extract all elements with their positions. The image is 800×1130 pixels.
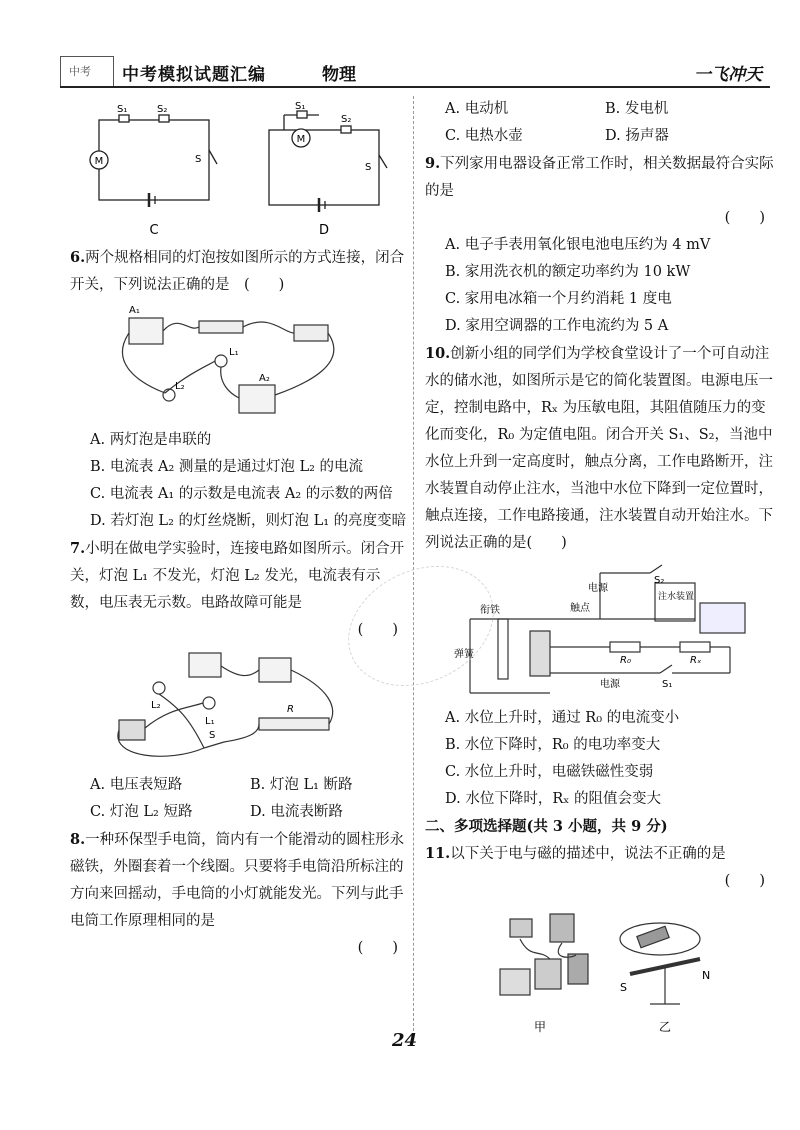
section-2-title: 二、多项选择题(共 3 小题，共 9 分) — [425, 818, 668, 835]
resistor-rx-label: Rₓ — [690, 655, 702, 666]
column-divider — [413, 96, 414, 1036]
question-9-option-a[interactable]: A. 电子手表用氧化银电池电压约为 4 mV — [445, 237, 711, 253]
question-8-stem: 8.一种环保型手电筒，筒内有一个能滑动的圆柱形永磁铁，外圈套着一个线圈。只要将手电筒沿所标注的方向来回摇动，手电筒的小灯就能发光。下列与此手电筒工作原理相同的是 — [70, 831, 405, 929]
switch-s-label-q7: S — [209, 730, 216, 741]
question-11-answer-paren: ( ) — [724, 873, 765, 889]
brand-label: 一飞冲天 — [694, 65, 762, 85]
water-device-label: 注水装置 — [658, 592, 695, 602]
left-column — [70, 96, 408, 962]
question-9-option-c[interactable]: C. 家用电冰箱一个月约消耗 1 度电 — [445, 291, 672, 307]
option-c-label: C — [149, 223, 159, 238]
motor-label-c: M — [94, 156, 104, 167]
question-10-stem: 10.创新小组的同学们为学校食堂设计了一个可自动注水的储水池，如图所示是它的简化装置图。电源电压一定，控制电路中，Rₓ 为压敏电阻，其阻值随压力的变化而变化，R₀ 为定值电阻。闭合开关 S₁、S₂，当池中水位上升到一定高度时，触点分离，工作电路断开，注水装置自动停止注水，当池中水位下降到一定位置时，触点连接，工作电路接通，注水装置自动开始注水。下列说法正确的是( ) — [425, 345, 773, 551]
book-title: 中考模拟试题汇编 — [122, 65, 266, 85]
question-10-option-b[interactable]: B. 水位下降时，R₀ 的电功率变大 — [445, 737, 661, 753]
question-8-answer-paren: ( ) — [357, 940, 398, 956]
switch-s2-label-d: S₂ — [341, 114, 352, 125]
question-9-stem: 9.下列家用电器设备正常工作时，相关数据最符合实际的是 — [425, 155, 774, 199]
question-10-option-d[interactable]: D. 水位下降时，Rₓ 的阻值会变大 — [445, 791, 661, 807]
question-7-stem: 7.小明在做电学实验时，连接电路如图所示。闭合开关，灯泡 L₁ 不发光，灯泡 L₂ 发光，电流表有示数，电压表无示数。电路故障可能是 — [70, 540, 405, 611]
question-10-option-a[interactable]: A. 水位上升时，通过 R₀ 的电流变小 — [445, 710, 680, 726]
question-11-stem: 11.以下关于电与磁的描述中，说法不正确的是 — [425, 845, 726, 862]
option-d-label: D — [318, 223, 330, 238]
question-6-stem: 6.两个规格相同的灯泡按如图所示的方式连接，闭合开关，下列说法正确的是 ( ) — [70, 249, 405, 293]
figure-jia-label: 甲 — [533, 1020, 547, 1034]
switch-s1-label-q10: S₁ — [662, 679, 673, 690]
figure-yi-label: 乙 — [658, 1020, 672, 1034]
switch-s-label-c: S — [195, 154, 202, 165]
ammeter-a1-label: A₁ — [129, 305, 140, 316]
bulb-l1-label-q7: L₁ — [205, 716, 215, 727]
switch-s-label-d: S — [365, 162, 372, 173]
question-10-option-c[interactable]: C. 水位上升时，电磁铁磁性变弱 — [445, 764, 654, 780]
question-8-option-b[interactable]: B. 发电机 — [605, 101, 669, 117]
question-10-figure — [450, 561, 750, 701]
question-9-option-b[interactable]: B. 家用洗衣机的额定功率约为 10 kW — [445, 264, 691, 280]
question-8-option-d[interactable]: D. 扬声器 — [605, 128, 669, 144]
question-7-option-c[interactable]: C. 灯泡 L₂ 短路 — [90, 804, 193, 820]
question-6-option-d[interactable]: D. 若灯泡 L₂ 的灯丝烧断，则灯泡 L₁ 的亮度变暗 — [90, 513, 407, 529]
switch-s2-label-q10: S₂ — [654, 575, 665, 586]
pole-n-label: N — [702, 969, 711, 982]
pole-s-label: S — [620, 981, 627, 994]
question-7-option-d[interactable]: D. 电流表断路 — [250, 804, 343, 820]
question-9-option-d[interactable]: D. 家用空调器的工作电流约为 5 A — [445, 318, 669, 334]
contact-label: 触点 — [570, 603, 590, 614]
resistor-r-label: R — [287, 704, 294, 715]
resistor-r0-label: R₀ — [620, 655, 631, 666]
question-7-option-a[interactable]: A. 电压表短路 — [90, 777, 183, 793]
ammeter-a2-label: A₂ — [259, 373, 270, 384]
switch-s1-label-c: S₁ — [117, 104, 128, 115]
motor-label-d: M — [296, 134, 306, 145]
question-7-figure — [109, 648, 369, 768]
page-number: 24 — [392, 1030, 418, 1051]
question-6-option-c[interactable]: C. 电流表 A₁ 的示数是电流表 A₂ 的示数的两倍 — [90, 486, 393, 502]
switch-s1-label-d: S₁ — [295, 101, 306, 112]
question-7-option-b[interactable]: B. 灯泡 L₁ 断路 — [250, 777, 353, 793]
power-label-bottom: 电源 — [600, 679, 620, 690]
page-header — [60, 56, 770, 90]
switch-s2-label-c: S₂ — [157, 104, 168, 115]
circuit-figure-cd — [79, 100, 399, 240]
bulb-l2-label-q7: L₂ — [151, 700, 161, 711]
question-8-option-a[interactable]: A. 电动机 — [445, 101, 509, 117]
bulb-l2-label: L₂ — [175, 381, 185, 392]
header-rule — [60, 86, 770, 88]
armature-label: 衔铁 — [480, 605, 500, 616]
subject-label: 物理 — [322, 65, 356, 85]
question-6-option-a[interactable]: A. 两灯泡是串联的 — [90, 432, 212, 448]
spring-label: 弹簧 — [454, 649, 474, 660]
right-column — [425, 96, 775, 1043]
question-6-figure — [109, 303, 369, 423]
question-8-option-c[interactable]: C. 电热水壶 — [445, 128, 523, 144]
question-7-answer-paren: ( ) — [357, 622, 398, 638]
book-logo: 中考 — [60, 56, 114, 88]
bulb-l1-label: L₁ — [229, 347, 239, 358]
question-11-figure — [480, 899, 720, 1039]
question-6-option-b[interactable]: B. 电流表 A₂ 测量的是通过灯泡 L₂ 的电流 — [90, 459, 364, 475]
power-label-top: 电源 — [588, 583, 608, 594]
question-9-answer-paren: ( ) — [724, 210, 765, 226]
